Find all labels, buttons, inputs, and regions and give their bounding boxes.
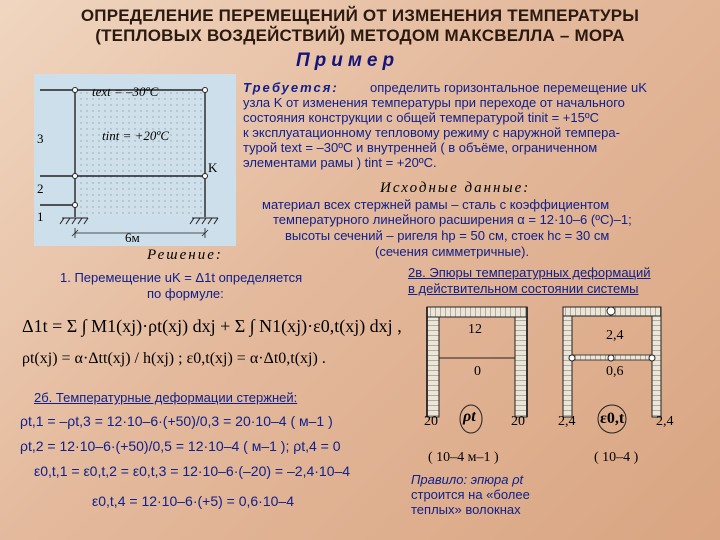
member-2-label: 2 xyxy=(37,181,44,196)
example-heading: Пример xyxy=(296,50,400,71)
deformations-heading: 2б. Температурные деформации стержней: xyxy=(34,390,298,405)
eps-right-value: 2,4 xyxy=(656,414,674,429)
eps-mid-value: 0,6 xyxy=(606,364,624,379)
task-line-4: к эксплуатационному тепловому режиму с наружной темпера- xyxy=(243,125,620,140)
eps-left-value: 2,4 xyxy=(558,414,576,429)
task-label: Требуется: xyxy=(243,80,339,95)
rule-line-1: Правило: эпюра ρt xyxy=(411,472,524,487)
given-line-1: материал всех стержней рамы – сталь с коэффициентом xyxy=(262,197,610,212)
given-line-2: температурного линейного расширения α = 12·10–6 (ºC)–1; xyxy=(273,212,632,227)
given-line-4: (сечения симметричные). xyxy=(375,244,530,259)
t-ext-label: text = –30ºC xyxy=(92,84,159,99)
given-line-3: высоты сечений – ригеля hр = 50 см, стоек hс = 30 см xyxy=(285,228,610,243)
deformation-line-4: ε0,t,4 = 12·10–6·(+5) = 0,6·10–4 xyxy=(92,493,294,509)
solution-label: Решение: xyxy=(147,247,223,263)
rho-top-value: 12 xyxy=(468,322,482,337)
task-line-5: турой text = –30ºC и внутренней ( в объёме, ограниченном xyxy=(243,140,598,155)
span-label: 6м xyxy=(125,230,140,245)
title-line-2: (ТЕПЛОВЫХ ВОЗДЕЙСТВИЙ) МЕТОДОМ МАКСВЕЛЛА – МОРА xyxy=(95,26,625,45)
deformation-line-1: ρt,1 = –ρt,3 = 12·10–6·(+50)/0,3 = 20·10–4 ( м–1 ) xyxy=(20,413,333,429)
eps-units: ( 10–4 ) xyxy=(594,450,639,465)
epures-heading-1: 2в. Эпюры температурных деформаций xyxy=(408,265,651,280)
rho-mid-value: 0 xyxy=(474,364,481,379)
eps-symbol: ε0,t xyxy=(600,410,625,427)
task-line-1: определить горизонтальное перемещение uK xyxy=(370,80,647,95)
rho-symbol: ρt xyxy=(463,408,476,425)
member-3-label: 3 xyxy=(37,131,44,146)
deformation-line-2: ρt,2 = 12·10–6·(+50)/0,5 = 12·10–4 ( м–1 ); ρt,4 = 0 xyxy=(20,438,341,454)
task-line-6: элементами рамы ) tint = +20ºC. xyxy=(243,155,437,170)
title-line-1: ОПРЕДЕЛЕНИЕ ПЕРЕМЕЩЕНИЙ ОТ ИЗМЕНЕНИЯ ТЕМПЕРАТУРЫ xyxy=(80,6,640,25)
given-label: Исходные данные: xyxy=(380,180,531,196)
formula-curvature: ρt(xj) = α·Δtt(xj) / h(xj) ; ε0,t(xj) = α·Δt0,t(xj) . xyxy=(22,350,326,367)
eps-top-value: 2,4 xyxy=(606,328,624,343)
solution-line-2: по формуле: xyxy=(147,286,224,301)
solution-line-1: 1. Перемещение uK = Δ1t определяется xyxy=(60,270,303,285)
rho-units: ( 10–4 м–1 ) xyxy=(428,450,499,465)
epures-heading-2: в действительном состоянии системы xyxy=(408,281,639,296)
task-line-2: узла K от изменения температуры при переходе от начального xyxy=(243,95,625,110)
rho-left-value: 20 xyxy=(424,414,438,429)
rho-right-value: 20 xyxy=(511,414,525,429)
deformation-line-3: ε0,t,1 = ε0,t,2 = ε0,t,3 = 12·10–6·(–20) = –2,4·10–4 xyxy=(34,463,351,479)
t-int-label: tint = +20ºC xyxy=(102,128,170,143)
node-k-label: K xyxy=(208,160,218,175)
formula-displacement: Δ1t = Σ ∫ M1(xj)·ρt(xj) dxj + Σ ∫ N1(xj)·ε0,t(xj) dxj , xyxy=(22,316,402,336)
member-1-label: 1 xyxy=(37,209,44,224)
rule-line-2: строится на «более xyxy=(411,487,530,502)
rule-line-3: теплых» волокнах xyxy=(411,502,521,517)
task-line-3: состояния конструкции с общей температурой tinit = +15ºC xyxy=(243,110,599,125)
